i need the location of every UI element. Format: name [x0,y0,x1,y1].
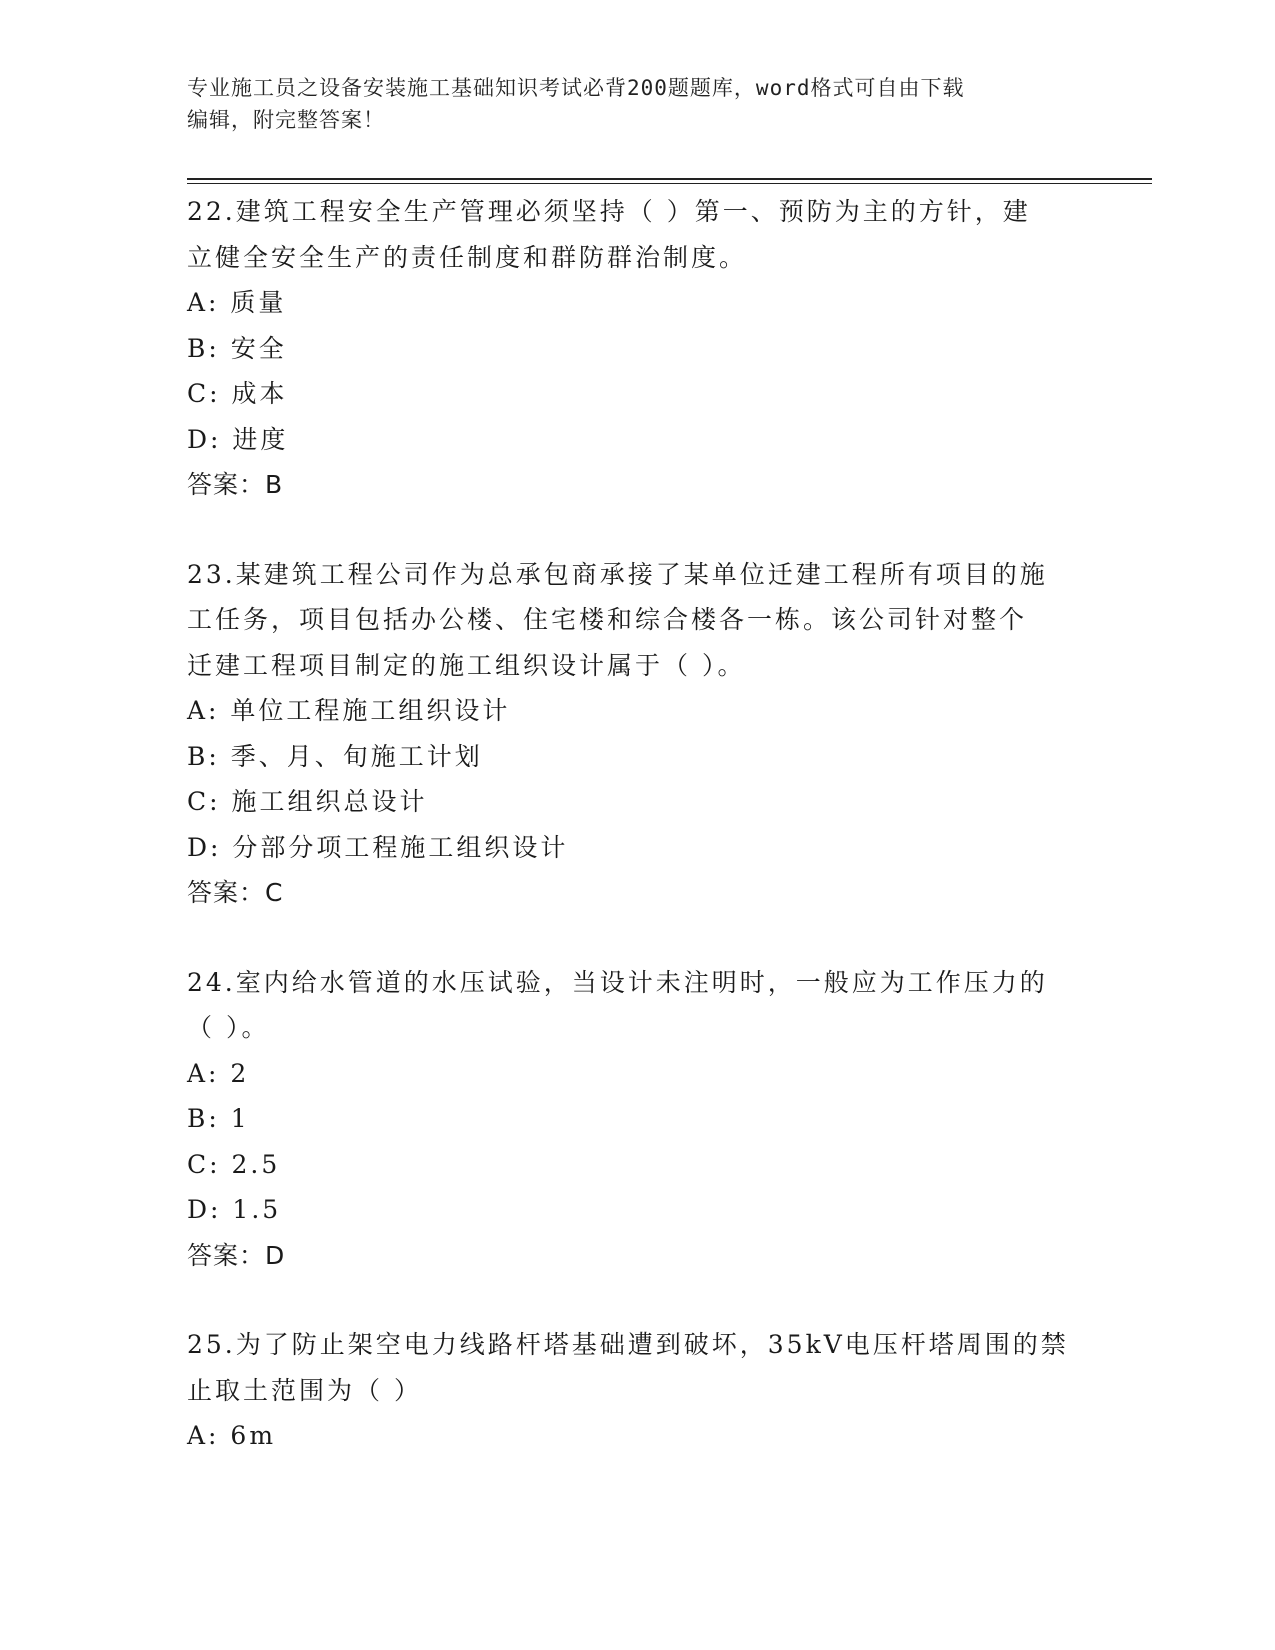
question-23 [187,552,1087,916]
option-a: A: 2 [187,1058,250,1088]
question-spacer [187,1278,1087,1322]
question-stem-line: 止取土范围为（ ） [187,1375,422,1405]
option-a: A: 6m [187,1421,277,1450]
option-d: D: 分部分项工程施工组织设计 [187,832,569,862]
question-stem-line: （ ）。 [187,1013,270,1042]
option-b: B: 安全 [187,333,287,363]
option-c: C: 施工组织总设计 [187,787,428,816]
question-stem-line: 立健全安全生产的责任制度和群防群治制度。 [187,242,748,272]
option-c: C: 成本 [187,379,288,408]
question-spacer [187,916,1087,960]
question-stem-line: 23.某建筑工程公司作为总承包商承接了某单位迁建工程所有项目的施 [187,559,1048,589]
option-d: D: 进度 [187,424,289,454]
option-b: B: 1 [187,1104,250,1133]
option-a: A: 质量 [187,288,287,317]
option-b: B: 季、月、旬施工计划 [187,741,483,771]
header-line-2: 编辑，附完整答案！ [187,108,385,132]
option-d: D: 1.5 [187,1195,282,1224]
question-22 [187,189,1087,508]
question-stem-line: 24.室内给水管道的水压试验，当设计未注明时，一般应为工作压力的 [187,967,1048,997]
header-rule-thick [187,178,1152,180]
question-stem-line: 25.为了防止架空电力线路杆塔基础遭到破坏，35kV电压杆塔周围的禁 [187,1330,1069,1359]
option-c: C: 2.5 [187,1149,281,1179]
question-24 [187,960,1087,1279]
question-stem-line: 迁建工程项目制定的施工组织设计属于（ ）。 [187,650,746,680]
answer-line: 答案：D [187,1240,286,1270]
question-spacer [187,508,1087,552]
answer-line: 答案：C [187,878,284,907]
option-a: A: 单位工程施工组织设计 [187,696,511,725]
answer-line: 答案：B [187,470,284,499]
header-line-1: 专业施工员之设备安装施工基础知识考试必背200题题库，word格式可自由下载 [187,76,965,100]
question-stem-line: 工任务，项目包括办公楼、住宅楼和综合楼各一栋。该公司针对整个 [187,605,1028,634]
question-stem-line: 22.建筑工程安全生产管理必须坚持（ ）第一、预防为主的方针，建 [187,197,1031,226]
header-rule-thin [187,183,1152,184]
question-25 [187,1322,1087,1459]
question-list [187,189,1087,1459]
document-header [187,72,1087,136]
